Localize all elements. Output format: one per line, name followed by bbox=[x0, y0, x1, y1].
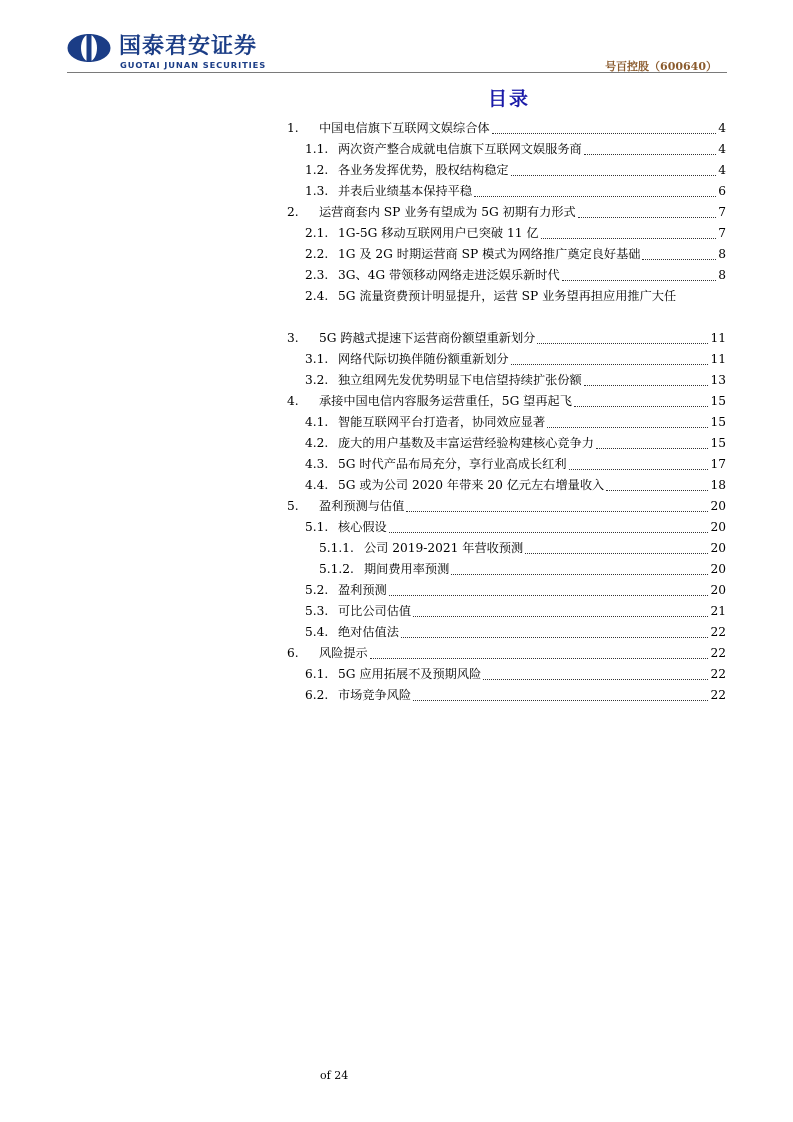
toc-entry-number: 3.1. bbox=[305, 352, 329, 366]
company-ticker: 号百控股（600640） bbox=[605, 60, 717, 73]
toc-entry-title: 1G-5G 移动互联网用户已突破 11 亿 bbox=[338, 226, 539, 240]
toc-entry-title: 核心假设 bbox=[338, 520, 387, 534]
toc-entry-number: 5.4. bbox=[305, 625, 329, 639]
toc-entry-page: 13 bbox=[710, 373, 726, 387]
toc-entry-page: 20 bbox=[710, 541, 726, 555]
toc-entry-page: 15 bbox=[710, 415, 726, 429]
toc-entry-number: 4.4. bbox=[305, 478, 329, 492]
toc-entry-page: 22 bbox=[710, 667, 726, 681]
toc-leader-dots bbox=[537, 343, 708, 344]
toc-entry[interactable] bbox=[283, 412, 726, 433]
toc-entry-title: 并表后业绩基本保持平稳 bbox=[338, 184, 473, 198]
toc-entry-page: 7 bbox=[718, 205, 726, 219]
toc-entry-title: 绝对估值法 bbox=[338, 625, 399, 639]
toc-entry-number: 6.1. bbox=[305, 667, 329, 681]
toc-entry-number: 4.2. bbox=[305, 436, 329, 450]
toc-entry-page: 11 bbox=[710, 352, 726, 366]
toc-entry[interactable] bbox=[283, 391, 726, 412]
toc-entry-title: 5G 时代产品布局充分，享行业高成长红利 bbox=[338, 457, 567, 471]
toc-entry-page: 4 bbox=[718, 121, 726, 135]
toc-leader-dots bbox=[406, 511, 708, 512]
toc-entry-title: 智能互联网平台打造者，协同效应显著 bbox=[338, 415, 546, 429]
toc-entry-title: 1G 及 2G 时期运营商 SP 模式为网络推广奠定良好基础 bbox=[338, 247, 641, 261]
toc-entry-title: 可比公司估值 bbox=[338, 604, 412, 618]
toc-entry-number: 2.3. bbox=[305, 268, 329, 282]
toc-entry[interactable] bbox=[283, 118, 726, 139]
toc-entry-number: 1.3. bbox=[305, 184, 329, 198]
toc-entry[interactable] bbox=[283, 475, 726, 496]
toc-entry-number: 1. bbox=[287, 121, 299, 135]
toc-entry-number: 5.3. bbox=[305, 604, 329, 618]
toc-entry-number: 1.2. bbox=[305, 163, 329, 177]
toc-entry-title: 运营商套内 SP 业务有望成为 5G 初期有力形式 bbox=[319, 205, 576, 219]
toc-entry-title: 3G、4G 带领移动网络走进泛娱乐新时代 bbox=[338, 268, 560, 282]
toc-entry-title: 市场竞争风险 bbox=[338, 688, 412, 702]
toc-entry-number: 4.1. bbox=[305, 415, 329, 429]
toc-entry-page: 21 bbox=[710, 604, 726, 618]
toc-entry-number: 6.2. bbox=[305, 688, 329, 702]
toc-leader-dots bbox=[483, 679, 708, 680]
toc-entry[interactable] bbox=[283, 223, 726, 244]
toc-entry-page: 6 bbox=[718, 184, 726, 198]
toc-leader-dots bbox=[584, 385, 709, 386]
toc-entry-page: 20 bbox=[710, 562, 726, 576]
toc-leader-dots bbox=[413, 700, 708, 701]
toc-entry-page: 20 bbox=[710, 520, 726, 534]
toc-leader-dots bbox=[451, 574, 708, 575]
toc-entry-page: 11 bbox=[710, 331, 726, 345]
toc-leader-dots bbox=[541, 238, 717, 239]
toc-leader-dots bbox=[389, 532, 709, 533]
toc-entry[interactable] bbox=[283, 349, 726, 370]
toc-entry-title: 风险提示 bbox=[319, 646, 368, 660]
toc-leader-dots bbox=[370, 658, 709, 659]
toc-entry-number: 2.4. bbox=[305, 289, 329, 303]
toc-entry-page: 22 bbox=[710, 688, 726, 702]
toc-entry-number: 2.2. bbox=[305, 247, 329, 261]
toc-leader-dots bbox=[596, 448, 709, 449]
toc-entry[interactable] bbox=[283, 328, 726, 349]
guotai-junan-logo-icon bbox=[67, 34, 111, 62]
toc-entry[interactable] bbox=[283, 496, 726, 517]
toc-entry[interactable] bbox=[283, 538, 726, 559]
toc-entry-page: 4 bbox=[718, 163, 726, 177]
toc-entry[interactable] bbox=[283, 244, 726, 265]
toc-entry-number: 4.3. bbox=[305, 457, 329, 471]
toc-leader-dots bbox=[569, 469, 709, 470]
toc-entry-number: 6. bbox=[287, 646, 299, 660]
toc-entry-number: 3. bbox=[287, 331, 299, 345]
toc-entry-number: 5.1.2. bbox=[319, 562, 354, 576]
toc-entry[interactable] bbox=[283, 601, 726, 622]
toc-entry-title: 5G 或为公司 2020 年带来 20 亿元左右增量收入 bbox=[338, 478, 605, 492]
toc-entry-page: 22 bbox=[710, 646, 726, 660]
toc-entry-number: 2.1. bbox=[305, 226, 329, 240]
toc-entry[interactable] bbox=[283, 622, 726, 643]
toc-entry[interactable] bbox=[283, 181, 726, 202]
toc-entry-page: 15 bbox=[710, 394, 726, 408]
toc-entry-number: 4. bbox=[287, 394, 299, 408]
toc-leader-dots bbox=[413, 616, 708, 617]
toc-entry-page: 15 bbox=[710, 436, 726, 450]
page-footer: of 24 bbox=[320, 1069, 349, 1082]
toc-entry[interactable] bbox=[283, 559, 726, 580]
toc-entry-number: 1.1. bbox=[305, 142, 329, 156]
toc-entry-number: 5.1.1. bbox=[319, 541, 354, 555]
toc-entry-page: 20 bbox=[710, 499, 726, 513]
toc-entry[interactable] bbox=[283, 139, 726, 160]
toc-entry-page: 4 bbox=[718, 142, 726, 156]
toc-entry[interactable] bbox=[283, 517, 726, 538]
toc-entry-page: 20 bbox=[710, 583, 726, 597]
toc-leader-dots bbox=[584, 154, 716, 155]
toc-entry[interactable] bbox=[283, 685, 726, 706]
toc-entry-number: 5. bbox=[287, 499, 299, 513]
toc-entry[interactable] bbox=[283, 160, 726, 181]
toc-leader-dots bbox=[547, 427, 708, 428]
toc-entry-page: 8 bbox=[718, 247, 726, 261]
toc-entry[interactable] bbox=[283, 643, 726, 664]
page-header bbox=[0, 0, 793, 80]
toc-entry-title: 独立组网先发优势明显下电信望持续扩张份额 bbox=[338, 373, 582, 387]
toc-entry[interactable] bbox=[283, 454, 726, 475]
toc-title: 目录 bbox=[487, 88, 530, 110]
toc-entry-title: 网络代际切换伴随份额重新划分 bbox=[338, 352, 509, 366]
toc-leader-dots bbox=[574, 406, 709, 407]
toc-entry-title: 5G 流量资费预计明显提升，运营 SP 业务望再担应用推广大任 bbox=[338, 289, 677, 303]
toc-leader-dots bbox=[401, 637, 709, 638]
toc-entry-number: 5.1. bbox=[305, 520, 329, 534]
toc-leader-dots bbox=[492, 133, 717, 134]
toc-entry-title: 公司 2019-2021 年营收预测 bbox=[364, 541, 524, 555]
toc-leader-dots bbox=[578, 217, 717, 218]
toc-entry-page: 7 bbox=[718, 226, 726, 240]
toc-entry-title: 期间费用率预测 bbox=[364, 562, 450, 576]
toc-entry-title: 中国电信旗下互联网文娱综合体 bbox=[319, 121, 490, 135]
toc-leader-dots bbox=[511, 364, 709, 365]
toc-entry-page: 17 bbox=[710, 457, 726, 471]
toc-entry[interactable] bbox=[283, 265, 726, 286]
toc-leader-dots bbox=[606, 490, 708, 491]
toc-entry[interactable] bbox=[283, 433, 726, 454]
toc-entry-title: 承接中国电信内容服务运营重任，5G 望再起飞 bbox=[319, 394, 572, 408]
toc-entry-title: 盈利预测 bbox=[338, 583, 387, 597]
toc-entry[interactable] bbox=[283, 370, 726, 391]
toc-entry-number: 5.2. bbox=[305, 583, 329, 597]
brand-name-cn: 国泰君安证券 bbox=[119, 34, 258, 59]
toc-entry-page: 22 bbox=[710, 625, 726, 639]
toc-entry-number: 3.2. bbox=[305, 373, 329, 387]
toc-leader-dots bbox=[642, 259, 716, 260]
toc-entry[interactable] bbox=[283, 286, 726, 328]
toc-entry-number: 2. bbox=[287, 205, 299, 219]
toc-entry-title: 盈利预测与估值 bbox=[319, 499, 405, 513]
toc-leader-dots bbox=[562, 280, 717, 281]
toc-entry-page: 8 bbox=[718, 268, 726, 282]
toc-entry-title: 5G 跨越式提速下运营商份额望重新划分 bbox=[319, 331, 536, 345]
toc-entry-title: 各业务发挥优势，股权结构稳定 bbox=[338, 163, 509, 177]
toc-leader-dots bbox=[511, 175, 717, 176]
toc-leader-dots bbox=[389, 595, 709, 596]
toc-leader-dots bbox=[525, 553, 708, 554]
toc-entry[interactable] bbox=[283, 202, 726, 223]
table-of-contents bbox=[283, 118, 726, 706]
toc-entry[interactable] bbox=[283, 664, 726, 685]
toc-entry-page: 18 bbox=[710, 478, 726, 492]
toc-entry-title: 5G 应用拓展不及预期风险 bbox=[338, 667, 482, 681]
header-divider bbox=[67, 72, 727, 73]
brand-name-en: GUOTAI JUNAN SECURITIES bbox=[120, 60, 267, 70]
toc-entry-title: 两次资产整合成就电信旗下互联网文娱服务商 bbox=[338, 142, 582, 156]
toc-entry[interactable] bbox=[283, 580, 726, 601]
toc-leader-dots bbox=[474, 196, 716, 197]
toc-entry-title: 庞大的用户基数及丰富运营经验构建核心竞争力 bbox=[338, 436, 594, 450]
